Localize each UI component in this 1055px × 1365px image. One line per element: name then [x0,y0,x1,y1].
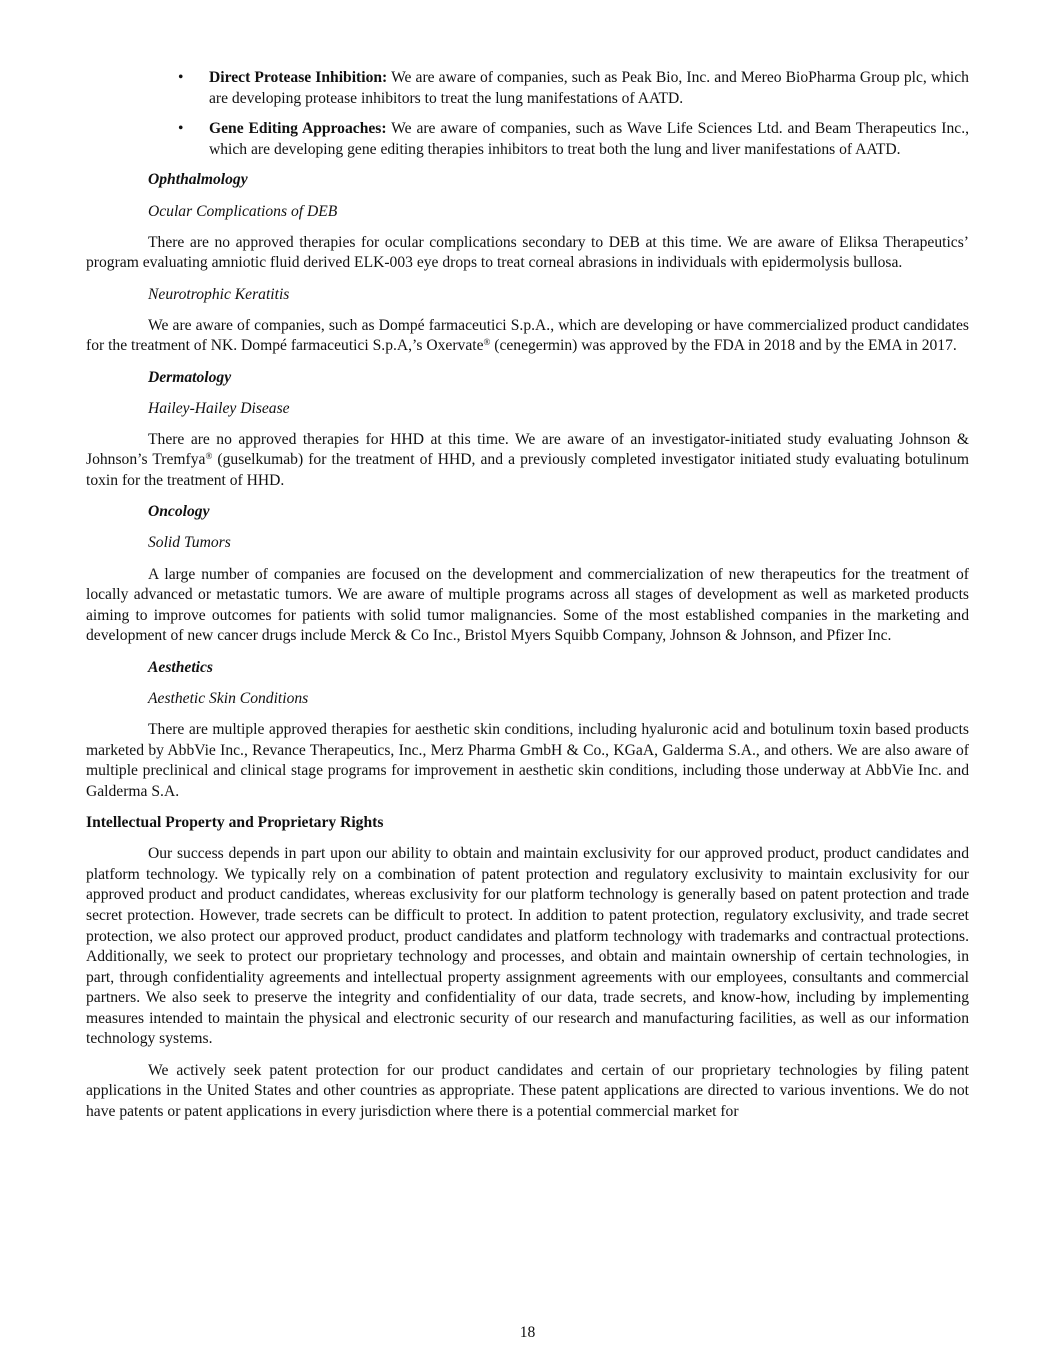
subheading-aesthetic-skin-conditions: Aesthetic Skin Conditions [148,689,309,707]
subheading-neurotrophic-keratitis: Neurotrophic Keratitis [148,285,290,303]
paragraph-neurotrophic-keratitis [86,316,969,357]
paragraph-text: (cenegermin) was approved by the FDA in 2018 and by the EMA in 2017. [490,337,957,355]
paragraph-ip-patent-protection: We actively seek patent protection for our product candidates and certain of our proprietary technologies by filing patent applications in the United States and other countries as appropriate. These patent applications are directed to various inventions. We do not have patents or patent applications in every jurisdiction where there is a potential commercial market for [86,1061,969,1120]
paragraph-text: There are no approved therapies for HHD at this time. We are aware of an investigator-initiated study evaluating Johnson & Johnson’s Tremfya [86,430,969,469]
registered-trademark: ® [483,337,491,348]
subheading-ocular-complications-deb: Ocular Complications of DEB [148,202,338,220]
section-heading-aesthetics: Aesthetics [148,658,213,676]
paragraph-ocular-complications-deb: There are no approved therapies for ocular complications secondary to DEB at this time. We are aware of Eliksa Therapeutics’ program evaluating amniotic fluid derived ELK-003 eye drops to treat corneal abrasions in individuals with epidermolysis bullosa. [86,233,969,272]
bullet-text: We are aware of companies, such as Peak Bio, Inc. and Mereo BioPharma Group plc, which are developing protease inhibitors to treat the lung manifestations of AATD. [209,69,969,107]
paragraph-text: We are aware of companies, such as Dompé farmaceutici S.p.A., which are developing or have commercialized product candidates for the treatment of NK. Dompé farmaceutici S.p.A,’s Oxervate [86,316,969,355]
bullet-gene-editing-approaches [86,119,969,160]
section-heading-ophthalmology: Ophthalmology [148,171,248,189]
bullet-dot: • [178,120,184,138]
registered-trademark: ® [205,451,213,462]
subheading-solid-tumors: Solid Tumors [148,534,231,552]
paragraph-ip-exclusivity: Our success depends in part upon our ability to obtain and maintain exclusivity for our approved product, product candidates and platform technology. We typically rely on a combination of patent protection and regulatory exclusivity to maintain exclusivity for our approved product and product candidates, whereas exclusivity for our platform technology is generally based on patent protection and trade secret protection. However, trade secrets can be difficult to protect. In addition to patent protection, regulatory exclusivity, and trade secret protection, we also protect our approved product, product candidates and platform technology with trademarks and contractual protections. Additionally, we seek to protect our proprietary technology and processes, and obtain and maintain ownership of certain technologies, in part, through confidentiality agreements and intellectual property assignment agreements with our employees, consultants and commercial partners. We also seek to preserve the integrity and confidentiality of our data, trade secrets, and know-how, including by implementing measures intended to maintain the physical and electronic security of our research and manufacturing facilities, as well as our information technology systems. [86,845,969,1048]
paragraph-hailey-hailey-disease [86,430,969,492]
section-heading-oncology: Oncology [148,503,210,521]
bullet-dot: • [178,69,184,86]
paragraph-text: (guselkumab) for the treatment of HHD, and a previously completed investigator initiated study evaluating botulinum toxin for the treatment of HHD. [86,451,969,490]
bullet-direct-protease-inhibition [86,68,969,109]
bullet-text: We are aware of companies, such as Wave Life Sciences Ltd. and Beam Therapeutics Inc., which are developing gene editing therapies inhibitors to treat both the lung and liver manifestations of AATD. [209,120,969,158]
document-page [86,68,969,1133]
paragraph-aesthetic-skin-conditions: There are multiple approved therapies for aesthetic skin conditions, including hyaluronic acid and botulinum toxin based products marketed by AbbVie Inc., Revance Therapeutics, Inc., Merz Pharma GmbH & Co., KGaA, Galderma S.A., and others. We are also aware of multiple preclinical and clinical stage programs for improvement in aesthetic skin conditions, including those underway at AbbVie Inc. and Galderma S.A. [86,720,969,800]
bullet-title: Gene Editing Approaches: [209,120,387,138]
page-number: 18 [519,1324,536,1341]
section-heading-intellectual-property: Intellectual Property and Proprietary Rights [86,813,384,831]
bullet-title: Direct Protease Inhibition: [209,69,388,86]
section-heading-dermatology: Dermatology [148,368,232,386]
subheading-hailey-hailey-disease: Hailey-Hailey Disease [148,399,290,417]
paragraph-solid-tumors: A large number of companies are focused on the development and commercialization of new therapeutics for the treatment of locally advanced or metastatic tumors. We are aware of multiple programs across all stages of development as well as marketed products aiming to improve outcomes for patients with solid tumor malignancies. Some of the most established companies in the marketing and development of new cancer drugs include Merck & Co Inc., Bristol Myers Squibb Company, Johnson & Johnson, and Pfizer Inc. [86,565,969,645]
